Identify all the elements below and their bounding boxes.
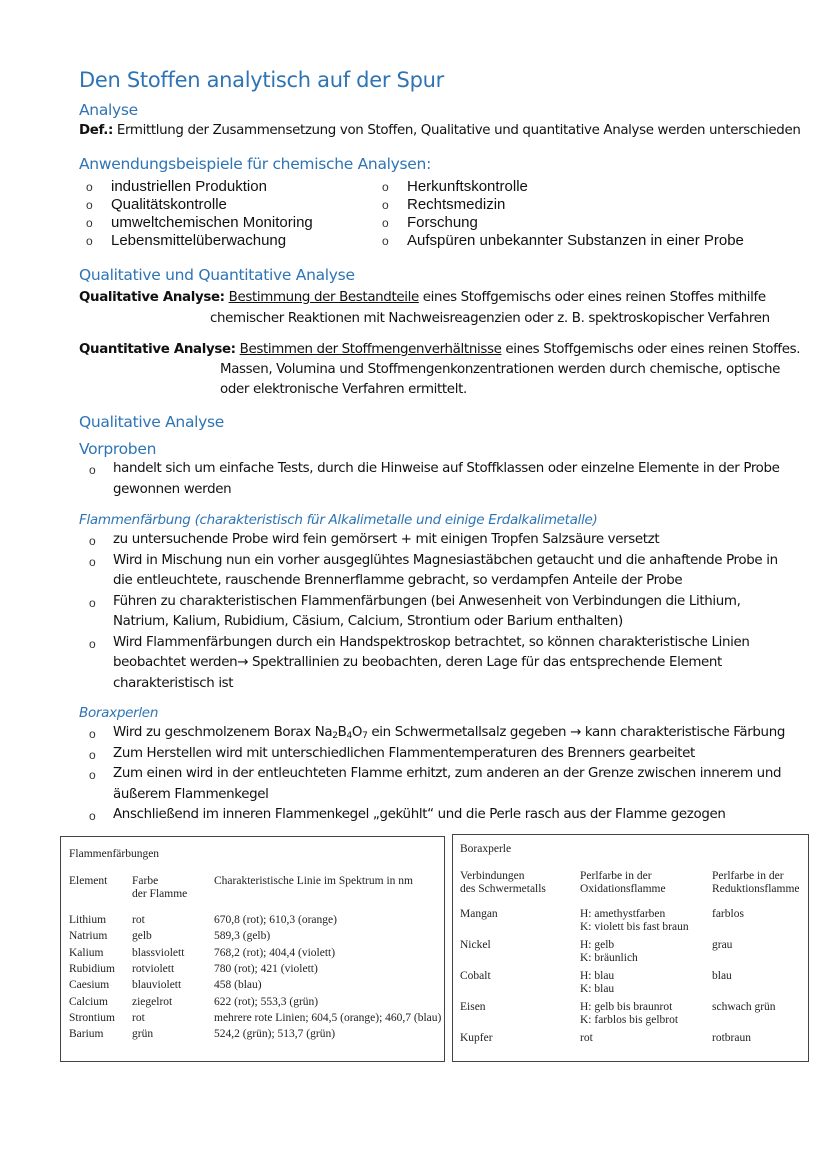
metal-cell: Kupfer	[460, 1032, 493, 1044]
heading-qualitative-analyse: Qualitative Analyse	[79, 413, 225, 431]
list-item-line: beobachtet werden→ Spektrallinien zu beobachten, deren Lage für das entsprechende Element	[113, 655, 722, 670]
qualitative-definition-line1	[79, 288, 766, 308]
bullet-icon: o	[89, 809, 96, 823]
bullet-icon: o	[382, 234, 389, 248]
borax-table-header-metal: Verbindungen des Schwermetalls	[460, 870, 546, 895]
list-item-line: Natrium, Kalium, Rubidium, Cäsium, Calcium, Strontium oder Barium enthalten)	[113, 614, 623, 629]
element-cell: Strontium	[69, 1011, 116, 1024]
spectrum-line-cell: 622 (rot); 553,3 (grün)	[214, 995, 319, 1008]
list-item-line: Zum einen wird in der entleuchteten Flamme erhitzt, zum anderen an der Grenze zwischen innerem und	[113, 766, 782, 781]
reduction-color-cell: farblos	[712, 908, 744, 920]
element-cell: Rubidium	[69, 962, 116, 975]
reduction-color-cell: rotbraun	[712, 1032, 751, 1044]
heading-boraxperlen: Boraxperlen	[79, 705, 159, 721]
oxidation-color-cell: H: blau K: blau	[580, 970, 615, 995]
flame-table-title: Flammenfärbungen	[69, 848, 160, 860]
application-item: Aufspüren unbekannter Substanzen in einer Probe	[407, 232, 744, 249]
application-item: Lebensmittelüberwachung	[111, 232, 287, 249]
oxidation-color-cell: rot	[580, 1032, 593, 1044]
quantitative-key-phrase: Bestimmen der Stoffmengenverhältnisse	[239, 342, 502, 357]
metal-cell: Eisen	[460, 1001, 486, 1013]
bullet-icon: o	[89, 747, 96, 762]
flame-color-table	[60, 836, 445, 1062]
borax-table-header-reduction: Perlfarbe in der Reduktionsflamme	[712, 870, 800, 895]
flame-color-cell: ziegelrot	[132, 995, 173, 1008]
heading-vorproben: Vorproben	[79, 440, 157, 458]
element-cell: Barium	[69, 1028, 104, 1041]
bullet-icon: o	[382, 216, 389, 230]
spectrum-line-cell: 768,2 (rot); 404,4 (violett)	[214, 946, 336, 959]
borax-bead-table	[452, 834, 809, 1062]
list-item-line: Anschließend im inneren Flammenkegel „gekühlt“ und die Perle rasch aus der Flamme gezogen	[113, 807, 726, 822]
spectrum-line-cell: 589,3 (gelb)	[214, 930, 271, 943]
application-item: Rechtsmedizin	[407, 196, 506, 213]
quantitative-definition-line3: oder elektronische Verfahren ermittelt.	[220, 382, 467, 397]
definition	[79, 121, 800, 141]
quantitative-definition-line2: Massen, Volumina und Stoffmengenkonzentrationen werden durch chemische, optische	[220, 362, 780, 377]
spectrum-line-cell: 780 (rot); 421 (violett)	[214, 962, 318, 975]
heading-flammenfaerbung: Flammenfärbung (charakteristisch für Alkalimetalle und einige Erdalkalimetalle)	[79, 512, 598, 528]
flame-color-cell: gelb	[132, 930, 152, 943]
bullet-icon: o	[86, 234, 93, 248]
flame-color-cell: grün	[132, 1028, 154, 1041]
spectrum-line-cell: 524,2 (grün); 513,7 (grün)	[214, 1028, 336, 1041]
metal-cell: Nickel	[460, 939, 491, 951]
metal-cell: Cobalt	[460, 970, 491, 982]
bullet-icon: o	[89, 534, 96, 548]
spectrum-line-cell: 670,8 (rot); 610,3 (orange)	[214, 914, 337, 926]
list-item-line: die entleuchtete, rauschende Brennerflamme gebracht, so verdampfen Anteile der Probe	[113, 573, 683, 588]
list-item-line: Wird in Mischung nun ein vorher ausgeglühtes Magnesiastäbchen getaucht und die anhaftende Probe in	[113, 552, 778, 568]
application-item: umweltchemischen Monitoring	[111, 214, 313, 231]
bullet-icon: o	[89, 768, 96, 782]
element-cell: Kalium	[69, 946, 104, 959]
bullet-icon: o	[382, 198, 389, 212]
bullet-icon: o	[89, 727, 96, 741]
list-item-line: charakteristisch ist	[113, 675, 234, 691]
element-cell: Lithium	[69, 914, 107, 926]
oxidation-color-cell: H: gelb bis braunrot K: farblos bis gelbrot	[580, 1001, 679, 1026]
bullet-icon: o	[86, 216, 93, 230]
bullet-icon: o	[89, 636, 96, 651]
qualitative-text: eines Stoffgemischs oder eines reinen Stoffes mithilfe	[418, 290, 766, 305]
heading-anwendungsbeispiele: Anwendungsbeispiele für chemische Analysen:	[79, 155, 431, 173]
heading-qual-quant: Qualitative und Quantitative Analyse	[79, 266, 355, 284]
application-item: Qualitätskontrolle	[111, 196, 227, 213]
borax-table-title: Boraxperle	[460, 843, 512, 855]
definition-text: Ermittlung der Zusammensetzung von Stoffen, Qualitative und quantitative Analyse werden unterschieden	[112, 123, 801, 138]
flame-color-cell: blauviolett	[132, 979, 182, 992]
element-cell: Calcium	[69, 995, 108, 1008]
qualitative-key-phrase: Bestimmung der Bestandteile	[228, 290, 419, 305]
page-title: Den Stoffen analytisch auf der Spur	[79, 68, 444, 92]
application-item: Forschung	[407, 214, 478, 231]
list-item-line: äußerem Flammenkegel	[113, 786, 269, 802]
qualitative-label: Qualitative Analyse:	[79, 290, 225, 305]
qualitative-definition-line2: chemischer Reaktionen mit Nachweisreagenzien oder z. B. spektroskopischer Verfahren	[210, 311, 770, 326]
application-item: industriellen Produktion	[111, 178, 267, 195]
list-item-line: Zum Herstellen wird mit unterschiedlichen Flammentemperaturen des Brenners gearbeitet	[113, 745, 695, 761]
flame-color-cell: rot	[132, 1011, 145, 1024]
flame-color-cell: blassviolett	[132, 946, 185, 959]
bullet-icon: o	[86, 198, 93, 212]
quantitative-text: eines Stoffgemischs oder eines reinen Stoffes.	[501, 342, 801, 357]
list-item-line: handelt sich um einfache Tests, durch die Hinweise auf Stoffklassen oder einzelne Elemente in der Probe	[113, 461, 780, 476]
reduction-color-cell: grau	[712, 939, 733, 951]
element-cell: Natrium	[69, 930, 108, 943]
flame-color-cell: rot	[132, 914, 145, 926]
oxidation-color-cell: H: amethystfarben K: violett bis fast braun	[580, 908, 689, 933]
list-item-line: Führen zu charakteristischen Flammenfärbungen (bei Anwesenheit von Verbindungen die Lithium,	[113, 593, 741, 609]
bullet-icon: o	[382, 180, 389, 194]
quantitative-definition-line1	[79, 340, 800, 360]
application-item: Herkunftskontrolle	[407, 178, 528, 195]
reduction-color-cell: schwach grün	[712, 1001, 776, 1013]
list-item-line: zu untersuchende Probe wird fein gemörsert + mit einigen Tropfen Salzsäure versetzt	[113, 532, 660, 547]
bullet-icon: o	[89, 463, 96, 477]
list-item-line: Wird Flammenfärbungen durch ein Handspektroskop betrachtet, so können charakteristische Linien	[113, 634, 750, 650]
bullet-icon: o	[89, 554, 96, 569]
heading-analyse: Analyse	[79, 101, 138, 119]
oxidation-color-cell: H: gelb K: bräunlich	[580, 939, 638, 964]
list-item-line: gewonnen werden	[113, 481, 232, 497]
metal-cell: Mangan	[460, 908, 498, 920]
bullet-icon: o	[86, 180, 93, 194]
flame-table-header-spectrum: Charakteristische Linie im Spektrum in nm	[214, 875, 413, 887]
flame-table-header-element: Element	[69, 875, 108, 887]
definition-label: Def.:	[79, 123, 113, 138]
flame-color-cell: rotviolett	[132, 962, 175, 975]
quantitative-label: Quantitative Analyse:	[79, 342, 236, 357]
borax-table-header-oxidation: Perlfarbe in der Oxidationsflamme	[580, 870, 666, 895]
borax-item: Wird zu geschmolzenem Borax $Na_2B_4O_7$ ein Schwermetallsalz gegeben → kann charakteristische Färbung	[113, 725, 785, 741]
bullet-icon: o	[89, 595, 96, 610]
spectrum-line-cell: mehrere rote Linien; 604,5 (orange); 460,7 (blau)	[214, 1011, 442, 1024]
reduction-color-cell: blau	[712, 970, 732, 982]
flame-table-header-color: Farbe der Flamme	[132, 875, 188, 900]
element-cell: Caesium	[69, 979, 110, 992]
spectrum-line-cell: 458 (blau)	[214, 979, 262, 992]
